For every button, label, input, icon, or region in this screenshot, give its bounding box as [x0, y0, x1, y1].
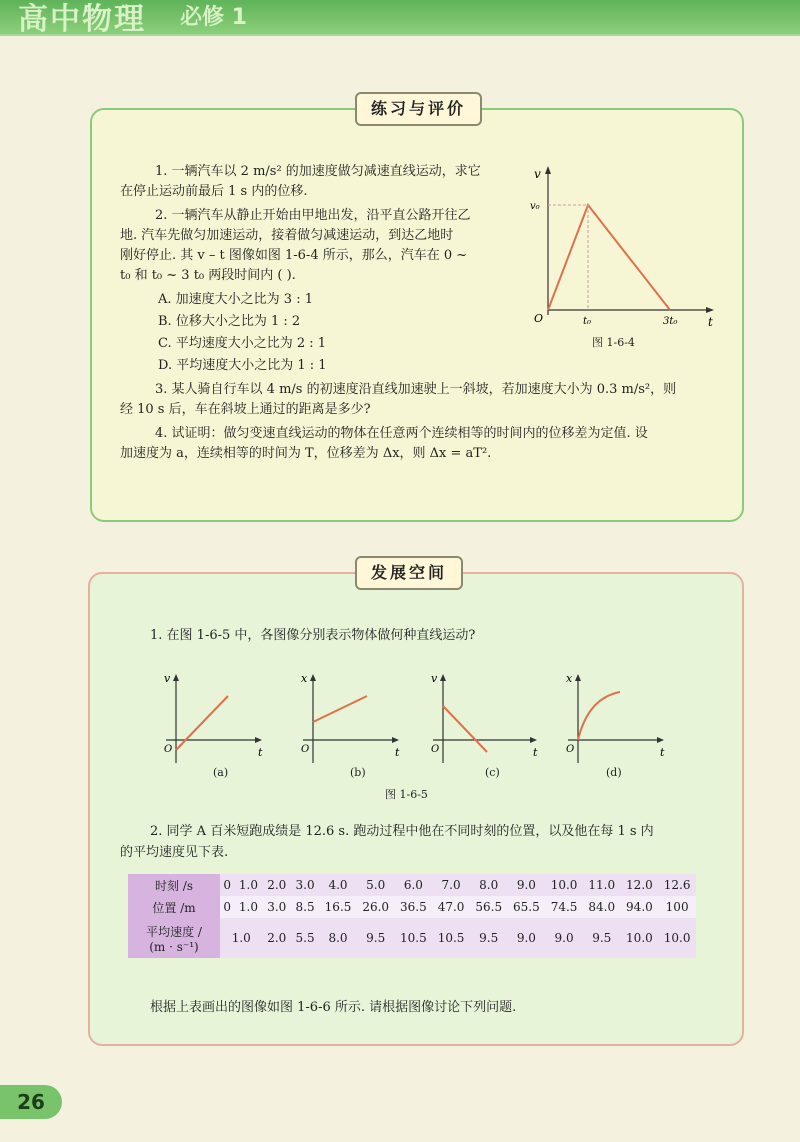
table-cell: 9.0 — [508, 918, 546, 958]
q1-line2: 在停止运动前最后 1 s 内的位移. — [120, 184, 308, 199]
table-cell: 10.5 — [395, 918, 433, 958]
table-cell: 10.0 — [621, 918, 659, 958]
table-cell: 26.0 — [357, 896, 395, 918]
avg-speed-head-line2: (m · s⁻¹) — [149, 939, 199, 954]
q2-line4: t₀ 和 t₀ ~ 3 t₀ 两段时间内 ( ). — [120, 268, 296, 283]
table-cell: 9.0 — [508, 874, 546, 896]
table-cell: 8.5 — [291, 896, 319, 918]
exercise-tab: 练习与评价 — [355, 92, 482, 126]
header-band — [0, 0, 800, 36]
table-cell: 0 — [220, 896, 234, 918]
figure-1-6-4-caption: 图 1-6-4 — [592, 336, 635, 349]
development-tab: 发展空间 — [355, 556, 463, 590]
s2-closing: 根据上表画出的图像如图 1-6-6 所示. 请根据图像讨论下列问题. — [150, 1000, 517, 1015]
graph-d — [560, 668, 670, 768]
book-title: 高中物理 — [18, 2, 146, 37]
table-cell: 6.0 — [395, 874, 433, 896]
q1-line1: 1. 一辆汽车以 2 m/s² 的加速度做匀减速直线运动，求它 — [155, 164, 481, 179]
s2-q2-line1: 2. 同学 A 百米短跑成绩是 12.6 s. 跑动过程中他在不同时刻的位置，以及他在每 1 s 内 — [150, 824, 654, 839]
q2-line1: 2. 一辆汽车从静止开始由甲地出发，沿平直公路开往乙 — [155, 208, 471, 223]
table-cell: 3.0 — [263, 896, 291, 918]
table-cell: 9.0 — [545, 918, 583, 958]
graph-b-origin: O — [301, 744, 310, 755]
table-cell: 12.6 — [658, 874, 696, 896]
q2-line2: 地. 汽车先做匀加速运动，接着做匀减速运动，到达乙地时 — [120, 228, 454, 243]
table-cell: 8.0 — [319, 918, 357, 958]
table-cell: 56.5 — [470, 896, 508, 918]
graph-a-xlabel: t — [258, 746, 263, 759]
option-a: A. 加速度大小之比为 3 : 1 — [158, 292, 313, 307]
graph-a — [158, 668, 268, 768]
avg-speed-head-line1: 平均速度 / — [146, 924, 202, 939]
row-head-time: 时刻 /s — [128, 874, 220, 896]
q4-line1: 4. 试证明：做匀变速直线运动的物体在任意两个连续相等的时间内的位移差为定值. 设 — [155, 426, 648, 441]
graph-c-ylabel: v — [431, 672, 438, 685]
table-cell: 94.0 — [621, 896, 659, 918]
page-number: 26 — [0, 1085, 62, 1119]
table-cell: 1.0 — [220, 918, 263, 958]
graph-d-ylabel: x — [566, 672, 573, 685]
table-cell: 9.5 — [583, 918, 621, 958]
graph-d-label: (d) — [606, 766, 622, 779]
q2-line3: 刚好停止. 其 v – t 图像如图 1-6-4 所示，那么，汽车在 0 ~ — [120, 248, 468, 263]
row-head-position: 位置 /m — [128, 896, 220, 918]
q4-line2: 加速度为 a，连续相等的时间为 T，位移差为 Δx，则 Δx = aT². — [120, 446, 492, 461]
graph-b-ylabel: x — [301, 672, 308, 685]
table-cell: 47.0 — [432, 896, 470, 918]
s2-q2-line2: 的平均速度见下表. — [120, 845, 229, 860]
graph-c — [425, 668, 545, 768]
vt-line — [548, 205, 670, 310]
running-data-table — [128, 874, 696, 958]
table-cell: 7.0 — [432, 874, 470, 896]
graph-c-origin: O — [431, 744, 440, 755]
table-cell: 0 — [220, 874, 234, 896]
graph-a-label: (a) — [213, 766, 229, 779]
vt-origin: O — [534, 312, 544, 325]
q3-line1: 3. 某人骑自行车以 4 m/s 的初速度沿直线加速驶上一斜坡，若加速度大小为 0.3 m/s²，则 — [155, 382, 677, 397]
vt-graph-1-6-4 — [520, 160, 720, 330]
vt-t0: t₀ — [583, 316, 592, 327]
table-cell: 2.0 — [263, 918, 291, 958]
table-cell: 9.5 — [357, 918, 395, 958]
table-cell: 16.5 — [319, 896, 357, 918]
table-row — [128, 918, 696, 958]
graph-c-xlabel: t — [533, 746, 538, 759]
table-cell: 4.0 — [319, 874, 357, 896]
graph-a-ylabel: v — [164, 672, 171, 685]
vt-ylabel: v — [534, 167, 541, 181]
q3-line2: 经 10 s 后，车在斜坡上通过的距离是多少? — [120, 402, 371, 417]
graph-b-label: (b) — [350, 766, 366, 779]
table-cell: 5.5 — [291, 918, 319, 958]
table-cell: 5.0 — [357, 874, 395, 896]
table-cell: 36.5 — [395, 896, 433, 918]
table-cell: 2.0 — [263, 874, 291, 896]
table-cell: 9.5 — [470, 918, 508, 958]
vt-xlabel: t — [708, 315, 713, 329]
table-cell: 74.5 — [545, 896, 583, 918]
book-subtitle: 必修 1 — [180, 5, 247, 30]
table-row — [128, 874, 696, 896]
vt-t3: 3t₀ — [663, 316, 678, 327]
graph-b — [295, 668, 405, 768]
table-cell: 10.0 — [545, 874, 583, 896]
vt-v0: v₀ — [530, 201, 540, 212]
table-row — [128, 896, 696, 918]
option-d: D. 平均速度大小之比为 1 : 1 — [158, 358, 327, 373]
graph-d-xlabel: t — [660, 746, 665, 759]
table-cell: 3.0 — [291, 874, 319, 896]
table-cell: 12.0 — [621, 874, 659, 896]
table-cell: 10.0 — [658, 918, 696, 958]
row-head-avg-speed — [128, 918, 220, 958]
table-cell: 84.0 — [583, 896, 621, 918]
table-cell: 1.0 — [234, 874, 262, 896]
table-cell: 65.5 — [508, 896, 546, 918]
graph-a-origin: O — [164, 744, 173, 755]
table-cell: 1.0 — [234, 896, 262, 918]
table-cell: 100 — [658, 896, 696, 918]
table-cell: 11.0 — [583, 874, 621, 896]
graph-d-origin: O — [566, 744, 575, 755]
figure-1-6-5-caption: 图 1-6-5 — [385, 788, 428, 801]
s2-q1: 1. 在图 1-6-5 中，各图像分别表示物体做何种直线运动? — [150, 628, 476, 643]
graph-c-label: (c) — [485, 766, 500, 779]
table-cell: 10.5 — [432, 918, 470, 958]
option-c: C. 平均速度大小之比为 2 : 1 — [158, 336, 327, 351]
table-cell: 8.0 — [470, 874, 508, 896]
graph-b-xlabel: t — [395, 746, 400, 759]
option-b: B. 位移大小之比为 1 : 2 — [158, 314, 301, 329]
